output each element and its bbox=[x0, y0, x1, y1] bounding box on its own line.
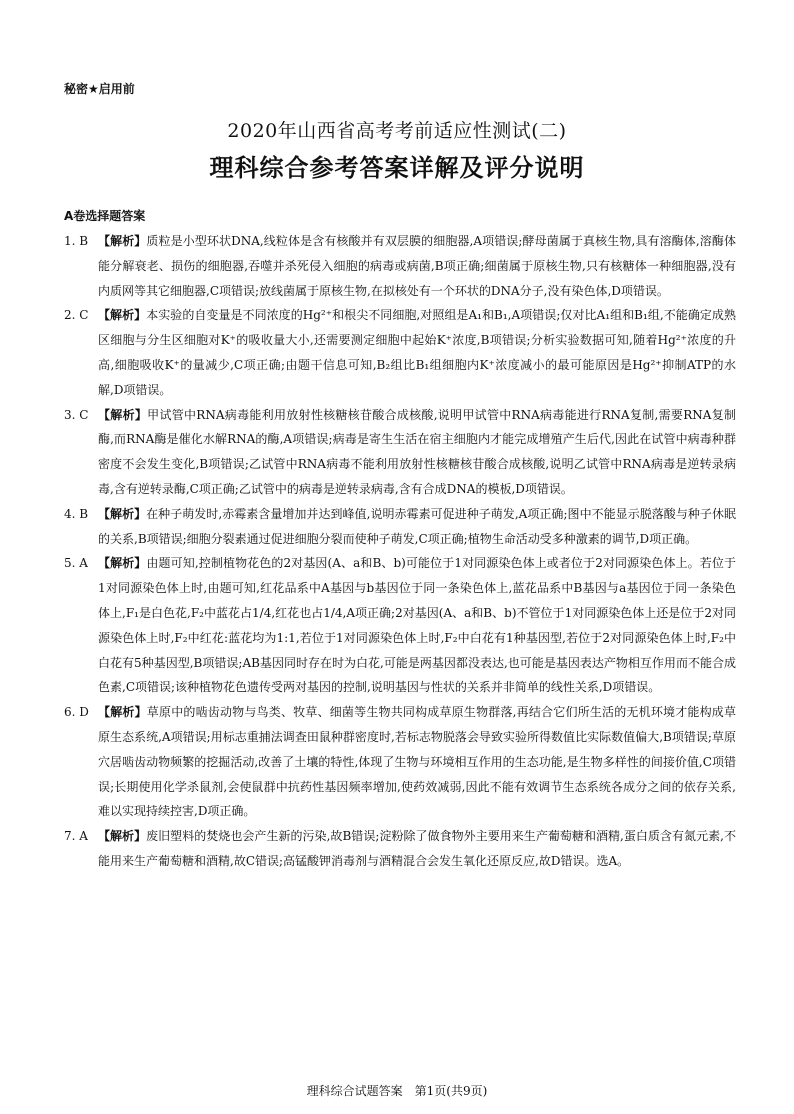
answer-item bbox=[64, 303, 736, 402]
answer-list bbox=[64, 229, 736, 874]
page-title: 2020年山西省高考考前适应性测试(二) bbox=[227, 120, 567, 142]
answer-item bbox=[64, 502, 736, 552]
question-number: 3. C bbox=[64, 407, 89, 422]
analysis-tag: 【解析】 bbox=[98, 556, 147, 571]
page-subtitle: 理科综合参考答案详解及评分说明 bbox=[209, 154, 585, 182]
analysis-tag: 【解析】 bbox=[98, 308, 147, 323]
analysis-tag: 【解析】 bbox=[98, 407, 148, 422]
answer-text: 草原中的啮齿动物与鸟类、牧草、细菌等生物共同构成草原生物群落,再结合它们所生活的无机环境才能构成草原生态系统,A项错误;用标志重捕法调查田鼠种群密度时,若标志物脱落会导致实验所得数值比实际数值偏大,B项错误;草原穴居啮齿动物频繁的挖掘活动,改善了土壤的特性,体现了生物与环境相互作用的生态功能,是生物多样性的间接价值,C项错误;长期使用化学杀鼠剂,会使鼠群中抗药性基因频率增加,使药效减弱,因此不能有效调节生态系统各成分之间的依存关系,难以实现持续控害,D项正确。 bbox=[98, 705, 736, 819]
answer-text: 在种子萌发时,赤霉素含量增加并达到峰值,说明赤霉素可促进种子萌发,A项正确;图中不能显示脱落酸与种子休眠的关系,B项错误;细胞分裂素通过促进细胞分裂而使种子萌发,C项正确;植物生命活动受多种激素的调节,D项正确。 bbox=[98, 506, 736, 546]
answer-text: 由题可知,控制植物花色的2对基因(A、a和B、b)可能位于1对同源染色体上或者位于2对同源染色体上。若位于1对同源染色体上时,由题可知,红花品系中A基因与b基因位于同一条染色体上,蓝花品系中B基因与a基因位于同一条染色体上,F₁是白色花,F₂中蓝花占1/4,红花也占1/4,A项正确;2对基因(A、a和B、b)不管位于1对同源染色体上还是位于2对同源染色体上时,F₂中红花:蓝花均为1:1,若位于1对同源染色体上时,F₂中白花有1种基因型,若位于2对同源染色体上时,F₂中白花有5种基因型,B项错误;AB基因同时存在时为白花,可能是两基因都没表达,也可能是基因表达产物相互作用而不能合成色素,C项错误;该种植物花色遗传受两对基因的控制,说明基因与性状的关系并非简单的线性关系,D项错误。 bbox=[98, 556, 736, 695]
analysis-tag: 【解析】 bbox=[98, 829, 147, 844]
answer-item bbox=[64, 700, 736, 824]
analysis-tag: 【解析】 bbox=[98, 234, 147, 248]
answer-text: 本实验的自变量是不同浓度的Hg²⁺和根尖不同细胞,对照组是A₁和B₁,A项错误;仅对比A₁组和B₁组,不能确定成熟区细胞与分生区细胞对K⁺的吸收量大小,还需要测定细胞中起始K⁺浓度,B项错误;分析实验数据可知,随着Hg²⁺浓度的升高,细胞吸收K⁺的量减少,C项正确;由题干信息可知,B₂组比B₁组细胞内K⁺浓度减小的最可能原因是Hg²⁺抑制ATP的水解,D项错误。 bbox=[98, 308, 736, 397]
confidential-label: 秘密★启用前 bbox=[64, 82, 135, 96]
page-footer: 理科综合试题答案 第1页(共9页) bbox=[306, 1084, 488, 1098]
question-number: 2. C bbox=[64, 308, 89, 323]
answer-item bbox=[64, 403, 736, 502]
section-heading: A卷选择题答案 bbox=[64, 209, 146, 223]
question-number: 1. B bbox=[64, 234, 89, 248]
question-number: 5. A bbox=[64, 556, 88, 571]
answer-item bbox=[64, 551, 736, 700]
answer-text: 质粒是小型环状DNA,线粒体是含有核酸并有双层膜的细胞器,A项错误;酵母菌属于真核生物,具有溶酶体,溶酶体能分解衰老、损伤的细胞器,吞噬并杀死侵入细胞的病毒或病菌,B项正确;细菌属于原核生物,只有核糖体一种细胞器,没有内质网等其它细胞器,C项错误;放线菌属于原核生物,在拟核处有一个环状的DNA分子,没有染色体,D项错误。 bbox=[98, 234, 736, 298]
answer-item bbox=[64, 824, 736, 874]
answer-text: 废旧塑料的焚烧也会产生新的污染,故B错误;淀粉除了做食物外主要用来生产葡萄糖和酒精,蛋白质含有氮元素,不能用来生产葡萄糖和酒精,故C错误;高锰酸钾消毒剂与酒精混合会发生氧化还原反应,故D错误。选A。 bbox=[98, 829, 736, 868]
answer-item bbox=[64, 229, 736, 303]
analysis-tag: 【解析】 bbox=[98, 705, 147, 720]
analysis-tag: 【解析】 bbox=[98, 506, 147, 521]
question-number: 4. B bbox=[64, 506, 89, 521]
answer-text: 甲试管中RNA病毒能利用放射性核糖核苷酸合成核酸,说明甲试管中RNA病毒能进行RNA复制,需要RNA复制酶,而RNA酶是催化水解RNA的酶,A项错误;病毒是寄生生活在宿主细胞内才能完成增殖产生后代,因此在试管中病毒种群密度不会发生变化,B项错误;乙试管中RNA病毒不能利用放射性核糖核苷酸合成核酸,说明乙试管中RNA病毒是逆转录病毒,含有逆转录酶,C项正确;乙试管中的病毒是逆转录病毒,含有合成DNA的模板,D项错误。 bbox=[98, 407, 736, 496]
question-number: 7. A bbox=[64, 829, 88, 844]
question-number: 6. D bbox=[64, 705, 89, 720]
